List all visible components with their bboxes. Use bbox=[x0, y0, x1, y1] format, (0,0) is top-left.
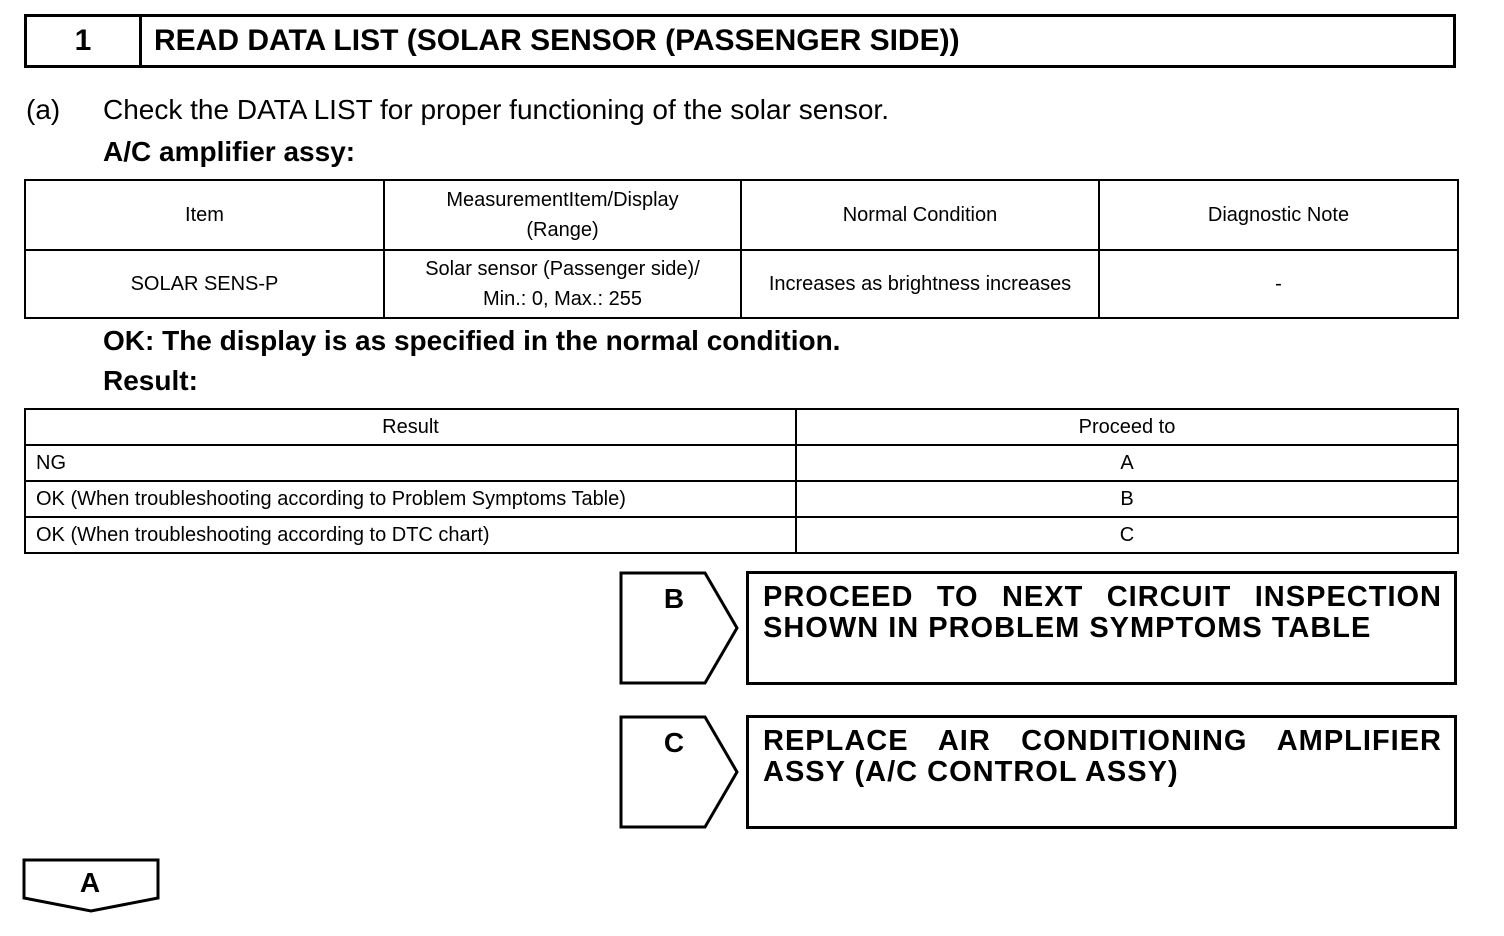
cell-normal-condition: Increases as brightness increases bbox=[741, 250, 1099, 318]
header-measurement-line1: MeasurementItem/Display bbox=[446, 189, 679, 211]
branch-a-letter: A bbox=[79, 867, 101, 898]
header-measurement bbox=[384, 180, 741, 250]
proceed-cell: A bbox=[796, 445, 1458, 481]
ok-criteria: OK: The display is as specified in the normal condition. bbox=[103, 325, 841, 356]
branch-b-action-box bbox=[746, 571, 1457, 685]
result-cell: OK (When troubleshooting according to DTC chart) bbox=[25, 517, 796, 553]
cell-measurement-line2: Min.: 0, Max.: 255 bbox=[483, 288, 642, 310]
cell-diagnostic-note: - bbox=[1099, 250, 1458, 318]
branch-c-arrow bbox=[619, 715, 743, 829]
cell-item: SOLAR SENS-P bbox=[25, 250, 384, 318]
table-row bbox=[25, 517, 1458, 553]
branch-b-arrow bbox=[619, 571, 743, 685]
result-cell: OK (When troubleshooting according to Problem Symptoms Table) bbox=[25, 481, 796, 517]
branch-a-arrow bbox=[22, 858, 162, 914]
result-label: Result: bbox=[103, 365, 198, 396]
header-result: Result bbox=[25, 409, 796, 445]
result-table bbox=[24, 408, 1459, 554]
component-subheading: A/C amplifier assy: bbox=[103, 136, 356, 167]
header-diagnostic-note: Diagnostic Note bbox=[1099, 180, 1458, 250]
proceed-cell: C bbox=[796, 517, 1458, 553]
header-normal-condition: Normal Condition bbox=[741, 180, 1099, 250]
cell-measurement-line1: Solar sensor (Passenger side)/ bbox=[425, 258, 700, 280]
branch-b-letter: B bbox=[663, 583, 685, 614]
branch-c-action-text: REPLACE AIR CONDITIONING AMPLIFIER ASSY (A/C CONTROL ASSY) bbox=[763, 725, 1442, 788]
cell-measurement bbox=[384, 250, 741, 318]
table-row bbox=[25, 481, 1458, 517]
header-item: Item bbox=[25, 180, 384, 250]
instruction-text: Check the DATA LIST for proper functioning of the solar sensor. bbox=[103, 94, 889, 125]
step-number: 1 bbox=[27, 17, 142, 65]
branch-c-letter: C bbox=[663, 727, 685, 758]
branch-c-action-box bbox=[746, 715, 1457, 829]
table-row bbox=[25, 250, 1458, 318]
data-list-table bbox=[24, 179, 1459, 319]
table-row bbox=[25, 445, 1458, 481]
instruction-marker: (a) bbox=[26, 94, 61, 125]
table-header-row bbox=[25, 180, 1458, 250]
step-title: READ DATA LIST (SOLAR SENSOR (PASSENGER SIDE)) bbox=[154, 24, 960, 57]
header-measurement-line2: (Range) bbox=[526, 219, 599, 241]
header-proceed-to: Proceed to bbox=[796, 409, 1458, 445]
step-header bbox=[24, 14, 1456, 68]
proceed-cell: B bbox=[796, 481, 1458, 517]
result-cell: NG bbox=[25, 445, 796, 481]
result-header-row bbox=[25, 409, 1458, 445]
branch-b-action-text: PROCEED TO NEXT CIRCUIT INSPECTION SHOWN IN PROBLEM SYMPTOMS TABLE bbox=[763, 581, 1442, 644]
